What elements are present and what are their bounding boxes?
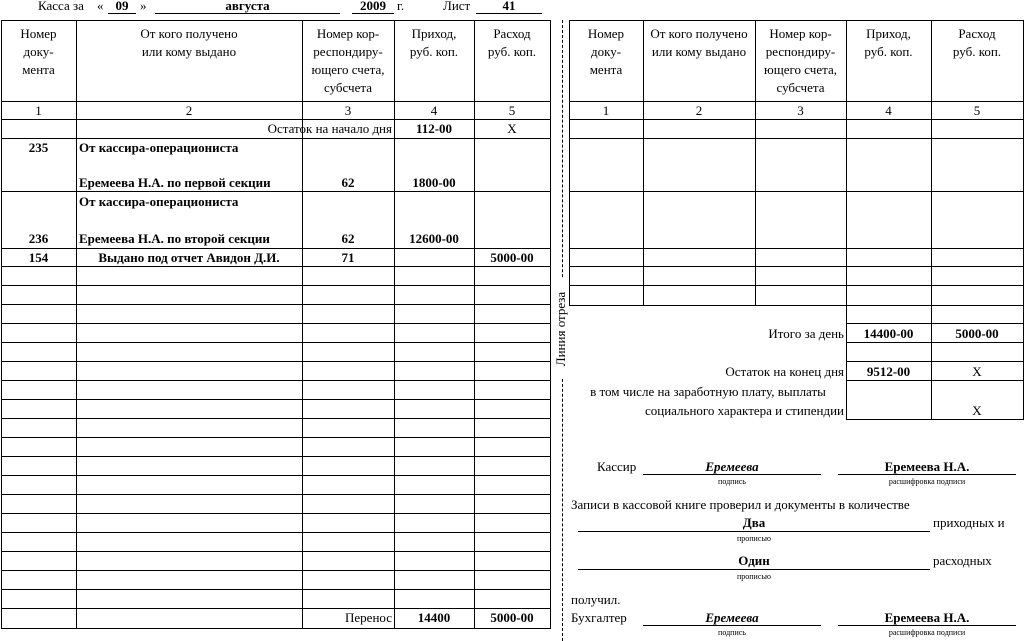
row-income: 1800-00 bbox=[412, 175, 456, 190]
end-balance-expense: X bbox=[972, 364, 982, 379]
col-number: 1 bbox=[35, 103, 42, 118]
kassa-label: Касса за bbox=[38, 0, 84, 13]
sign-caption: подпись bbox=[718, 477, 746, 486]
year-suffix: г. bbox=[397, 0, 405, 13]
sign-caption: подпись bbox=[718, 628, 746, 637]
expense-doc-count: Один bbox=[738, 553, 770, 568]
carry-label: Перенос bbox=[345, 610, 392, 625]
accountant-label: Бухгалтер bbox=[571, 610, 627, 625]
decode-caption: расшифровка подписи bbox=[888, 477, 966, 486]
header-expense: Расход руб. коп. bbox=[487, 26, 537, 59]
col-number: 4 bbox=[430, 103, 438, 118]
carry-expense: 5000-00 bbox=[490, 610, 534, 625]
accountant-name: Еремеева Н.А. bbox=[884, 610, 970, 625]
words-caption: прописью bbox=[736, 572, 772, 581]
header-account: Номер кор- респондиру- ющего счета, субсчета bbox=[311, 26, 385, 95]
header-expense: Расход руб. коп. bbox=[952, 26, 1002, 59]
row-doc-no: 154 bbox=[28, 250, 49, 265]
month-value: августа bbox=[225, 0, 270, 13]
header-from-whom: От кого получено или кому выдано bbox=[140, 26, 238, 59]
row-line2: Еремеева Н.А. по второй секции bbox=[79, 231, 270, 246]
header-doc-no: Номер доку- мента bbox=[20, 26, 57, 77]
col-number: 3 bbox=[344, 103, 352, 118]
row-expense: 5000-00 bbox=[490, 250, 534, 265]
header-doc-no: Номер доку- мента bbox=[587, 26, 625, 77]
col-number: 2 bbox=[185, 103, 193, 118]
income-suffix: приходных и bbox=[933, 515, 1005, 530]
income-doc-count: Два bbox=[742, 515, 766, 530]
col-number: 5 bbox=[508, 103, 516, 118]
sheet-number: 41 bbox=[502, 0, 516, 13]
words-caption: прописью bbox=[736, 534, 772, 543]
day-total-expense: 5000-00 bbox=[955, 326, 999, 341]
opening-label: Остаток на начало дня bbox=[267, 121, 392, 136]
day-value: 09 bbox=[115, 0, 129, 13]
checked-text: Записи в кассовой книге проверил и документы в количестве bbox=[571, 497, 910, 512]
header-income: Приход, руб. коп. bbox=[409, 26, 459, 59]
end-balance-label: Остаток на конец дня bbox=[725, 364, 844, 379]
quote-open: « bbox=[97, 0, 104, 13]
row-income: 12600-00 bbox=[409, 231, 459, 246]
row-account: 71 bbox=[341, 250, 355, 265]
row-doc-no: 235 bbox=[28, 140, 49, 155]
cashier-label: Кассир bbox=[597, 459, 637, 474]
accountant-signature: Еремеева bbox=[705, 610, 759, 625]
sheet-label: Лист bbox=[443, 0, 471, 13]
header-account: Номер кор- респондиру- ющего счета, субсчета bbox=[764, 26, 837, 95]
received-text: получил. bbox=[571, 592, 621, 607]
end-balance-income: 9512-00 bbox=[866, 364, 911, 379]
row-account: 62 bbox=[341, 175, 355, 190]
including-line1: в том числе на заработную плату, выплаты bbox=[590, 384, 826, 399]
row-account: 62 bbox=[341, 231, 355, 246]
col-number: 4 bbox=[885, 103, 892, 118]
cashier-signature: Еремеева bbox=[705, 459, 759, 474]
row-line1: От кассира-операциониста bbox=[79, 140, 239, 155]
day-total-label: Итого за день bbox=[768, 326, 844, 341]
col-number: 5 bbox=[973, 103, 981, 118]
decode-caption: расшифровка подписи bbox=[888, 628, 966, 637]
cashier-name: Еремеева Н.А. bbox=[884, 459, 970, 474]
opening-expense: X bbox=[507, 121, 517, 136]
day-total-income: 14400-00 bbox=[863, 326, 914, 341]
col-number: 1 bbox=[602, 103, 610, 118]
opening-income: 112-00 bbox=[415, 121, 453, 136]
row-line2: Выдано под отчет Авидон Д.И. bbox=[98, 250, 280, 265]
row-line2: Еремеева Н.А. по первой секции bbox=[79, 175, 271, 190]
expense-suffix: расходных bbox=[933, 553, 992, 568]
row-line1: От кассира-операциониста bbox=[79, 194, 239, 209]
col-number: 3 bbox=[797, 103, 804, 118]
including-line2: социального характера и стипендии bbox=[644, 403, 844, 418]
header-income: Приход, руб. коп. bbox=[864, 26, 913, 59]
cut-line-label: Линия отреза bbox=[554, 279, 568, 379]
col-number: 2 bbox=[695, 103, 703, 118]
row-doc-no: 236 bbox=[28, 231, 49, 246]
carry-income: 14400 bbox=[417, 610, 451, 625]
quote-close: » bbox=[140, 0, 147, 13]
including-expense: X bbox=[972, 403, 982, 418]
header-from-whom: От кого получено или кому выдано bbox=[650, 26, 748, 59]
year-value: 2009 bbox=[360, 0, 386, 13]
